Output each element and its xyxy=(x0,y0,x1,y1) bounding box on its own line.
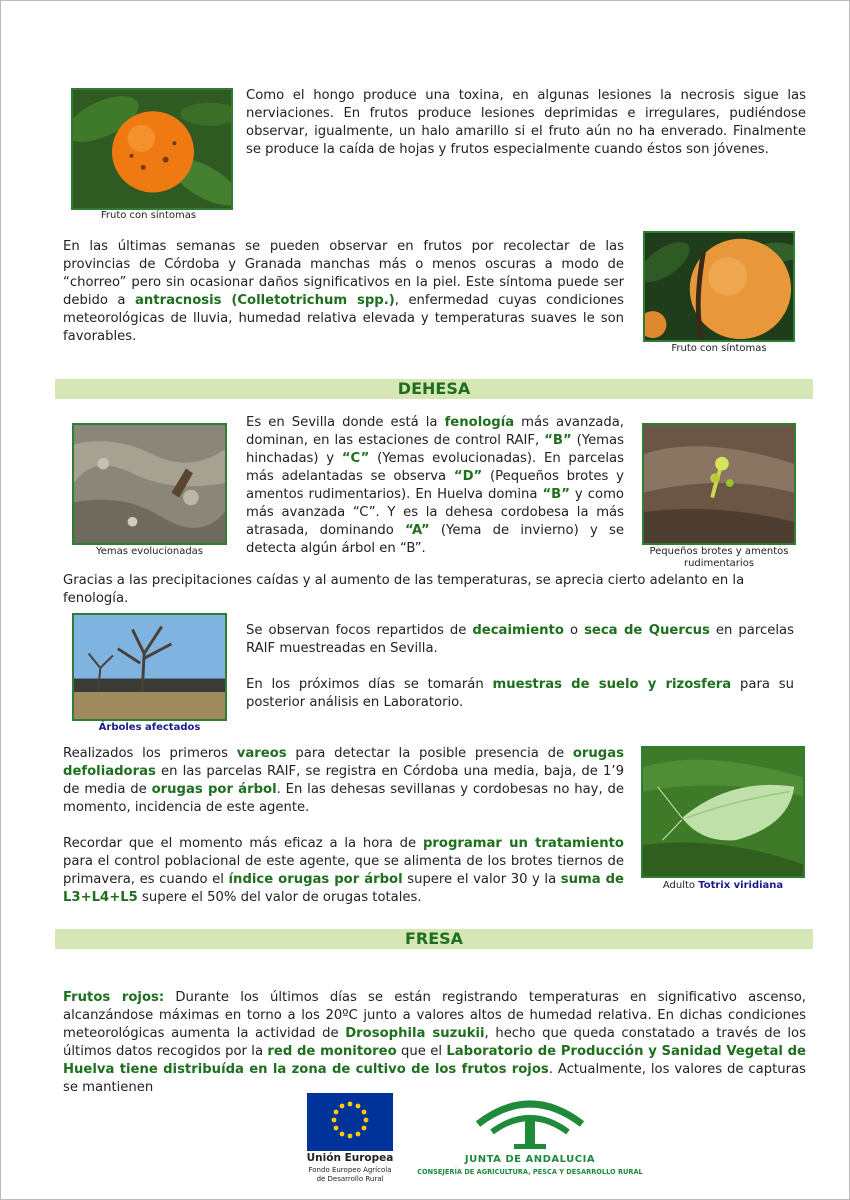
section-title-dehesa: DEHESA xyxy=(55,379,813,399)
dehesa-paragraph-2: Gracias a las precipitaciones caídas y al aumento de las temperaturas, se aprecia cierto adelanto en la fenología. xyxy=(63,573,745,606)
junta-emblem-icon xyxy=(470,1090,590,1152)
citrus-paragraph-1: Como el hongo produce una toxina, en algunas lesiones la necrosis sigue las nerviaciones. En frutos produce lesiones deprimidas e irregulares, pudiéndose observar, igualmente, un halo amarillo si el fruto aún no ha enverado. Finalmente se produce la caída de hojas y frutos especialmente cuando éstos son jóvenes. xyxy=(246,88,806,157)
trees-photo xyxy=(72,613,227,721)
buds-caption: Yemas evolucionadas xyxy=(95,546,204,557)
shoots-photo xyxy=(642,423,796,545)
fruit-photo-2 xyxy=(643,231,795,342)
dehesa-paragraph-5: Realizados los primeros vareos para detectar la posible presencia de orugas defoliadoras en las parcelas RAIF, se registra en Córdoba una media, baja, de 1’9 de media de orugas por árbol. En las dehesas sevillanas y cordobesas no hay, de momento, incidencia de este agente. xyxy=(63,746,624,815)
junta-logo-sub: CONSEJERÍA DE AGRICULTURA, PESCA Y DESARROLLO RURAL xyxy=(417,1168,643,1176)
moth-photo xyxy=(641,746,805,878)
dehesa-paragraph-3: Se observan focos repartidos de decaimiento o seca de Quercus en parcelas RAIF muestreadas en Sevilla. xyxy=(246,623,794,656)
eu-logo xyxy=(307,1093,393,1151)
citrus-paragraph-2: En las últimas semanas se pueden observar en frutos por recolectar de las provincias de Córdoba y Granada manchas más o menos oscuras a modo de “chorreo” pero sin ocasionar daños significativos en la piel. Este síntoma puede ser debido a antracnosis (Colletotrichum spp.), enfermedad cuyas condiciones meteorológicas de lluvia, humedad relativa elevada y temperaturas suaves le son favorables. xyxy=(63,239,624,344)
fruit-caption-2: Fruto con síntomas xyxy=(671,343,767,354)
moth-caption: Adulto Totrix viridiana xyxy=(662,880,784,891)
eu-logo-title: Unión Europea xyxy=(306,1152,394,1164)
dehesa-paragraph-6: Recordar que el momento más eficaz a la hora de programar un tratamiento para el control poblacional de este agente, que se alimenta de los brotes tiernos de primavera, es cuando el índice orugas por árbol supere el valor 30 y la suma de L3+L4+L5 supere el 50% del valor de orugas totales. xyxy=(63,836,624,905)
dehesa-paragraph-1: Es en Sevilla donde está la fenología más avanzada, dominan, en las estaciones de control RAIF, “B” (Yemas hinchadas) y “C” (Yemas evolucionadas). En parcelas más adelantadas se observa “D” (Pequeños brotes y amentos rudimentarios). En Huelva domina “B” y como más avanzada “C”. Y es la dehesa cordobesa la más atrasada, dominando “A” (Yema de invierno) y se detecta algún árbol en “B”. xyxy=(246,415,625,556)
fruit-caption-1: Fruto con síntomas xyxy=(100,210,197,221)
eu-logo-sub2: de Desarrollo Rural xyxy=(316,1175,384,1183)
buds-photo xyxy=(72,423,227,545)
section-title-fresa: FRESA xyxy=(55,929,813,949)
trees-caption: Árboles afectados xyxy=(98,722,201,733)
fruit-photo-1 xyxy=(71,88,233,210)
eu-stars-icon xyxy=(307,1093,393,1151)
dehesa-paragraph-4: En los próximos días se tomarán muestras de suelo y rizosfera para su posterior análisis en Laboratorio. xyxy=(246,677,794,710)
shoots-caption: Pequeños brotes y amentos rudimentarios xyxy=(649,546,789,569)
junta-logo-title: JUNTA DE ANDALUCIA xyxy=(464,1154,596,1165)
fresa-paragraph-1: Frutos rojos: Durante los últimos días se están registrando temperaturas en significativo ascenso, alcanzándose máximas en torno a los 20ºC junto a valores altos de humedad relativa. En dichas condiciones meteorológicas aumenta la actividad de Drosophila suzukii, hecho que queda constatado a través de los últimos datos recogidos por la red de monitoreo que el Laboratorio de Producción y Sanidad Vegetal de Huelva tiene distribuída en la zona de cultivo de los frutos rojos. Actualmente, los valores de capturas se mantienen xyxy=(63,990,807,1095)
eu-logo-sub1: Fondo Europeo Agrícola xyxy=(308,1166,392,1174)
junta-logo xyxy=(470,1090,590,1152)
